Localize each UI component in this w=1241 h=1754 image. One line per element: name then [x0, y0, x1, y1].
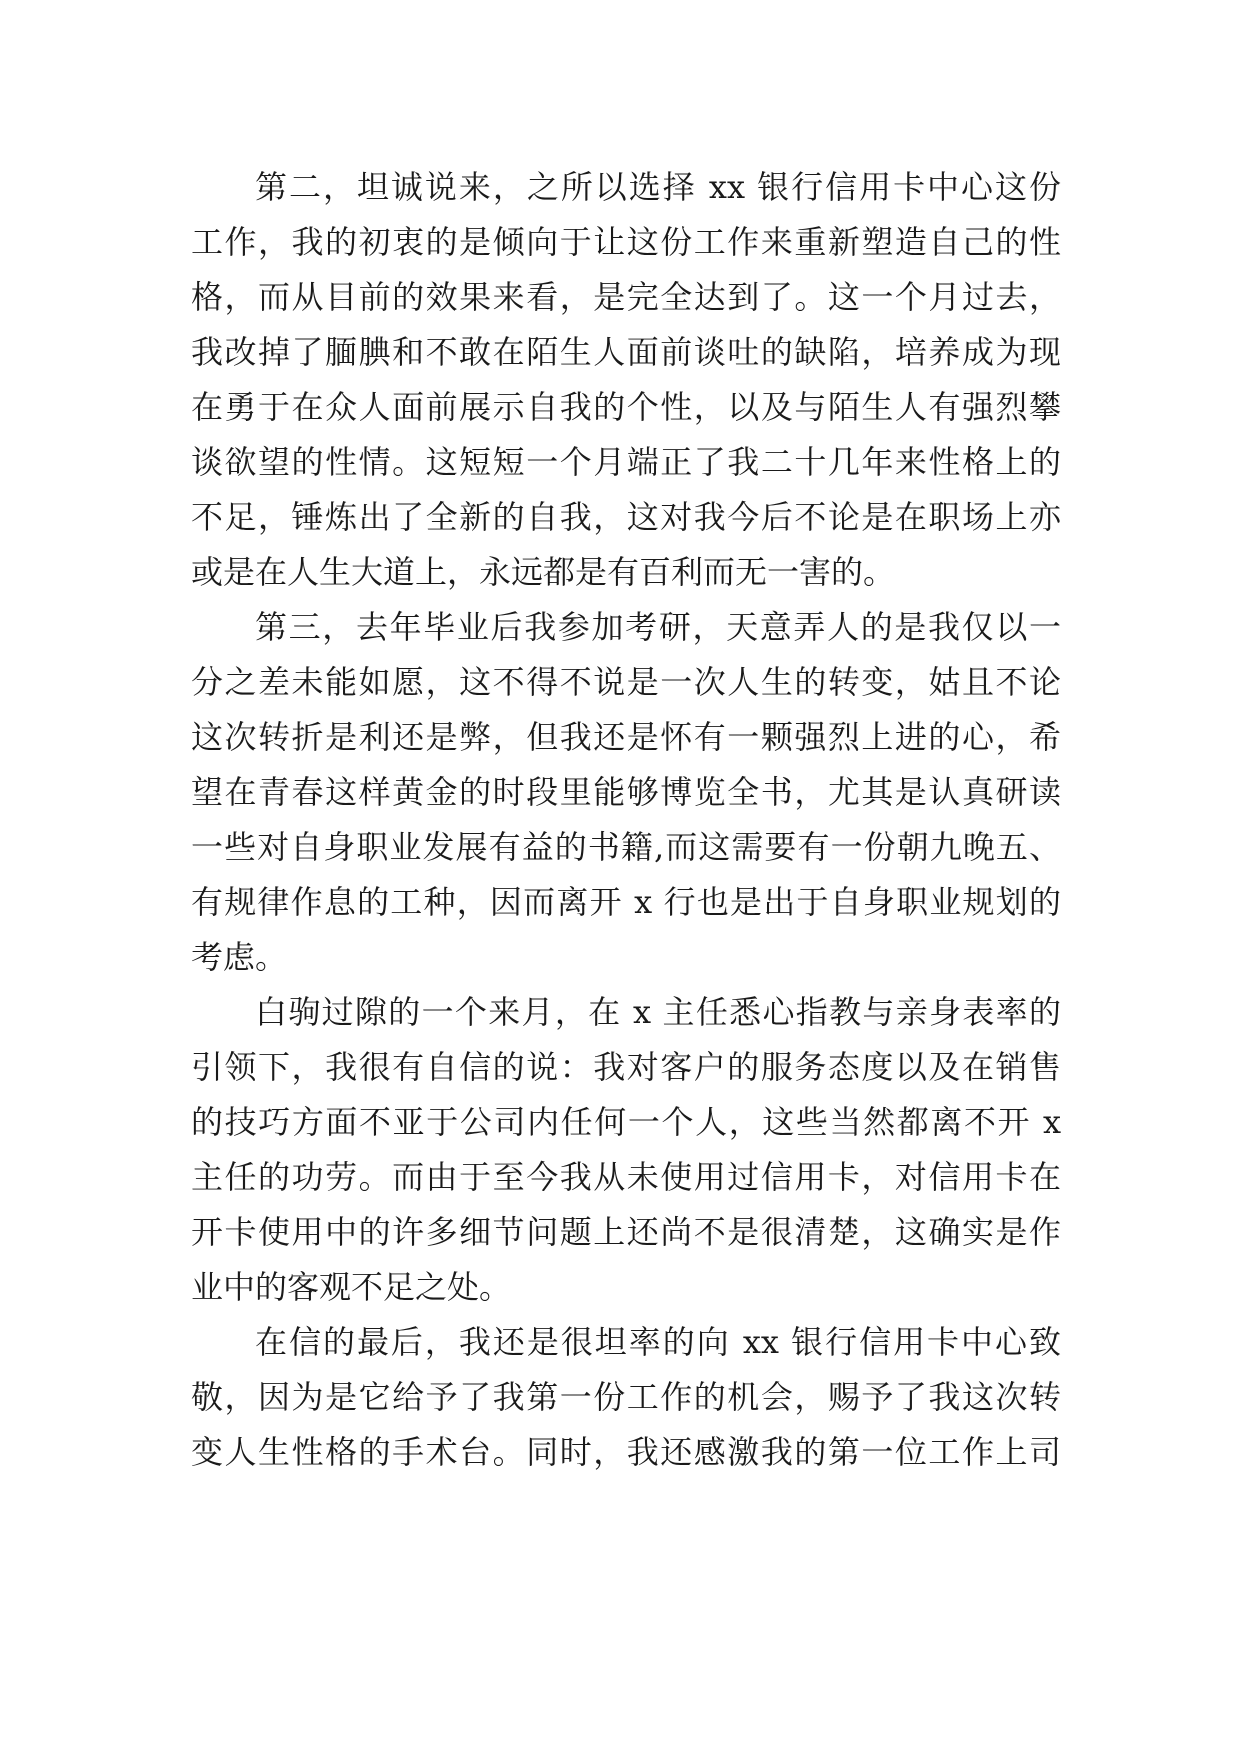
text-line: 的技巧方面不亚于公司内任何一个人，这些当然都离不开 x	[191, 1103, 1061, 1141]
text-line: 在信的最后，我还是很坦率的向 xx 银行信用卡中心致	[255, 1323, 1061, 1361]
text-line: 格，而从目前的效果来看，是完全达到了。这一个月过去，	[191, 278, 1061, 316]
text-line: 工作，我的初衷的是倾向于让这份工作来重新塑造自己的性	[191, 223, 1061, 261]
text-line: 第二，坦诚说来，之所以选择 xx 银行信用卡中心这份	[255, 168, 1061, 206]
text-line: 引领下，我很有自信的说：我对客户的服务态度以及在销售	[191, 1048, 1061, 1086]
text-line: 第三，去年毕业后我参加考研，天意弄人的是我仅以一	[255, 608, 1061, 646]
text-line: 主任的功劳。而由于至今我从未使用过信用卡，对信用卡在	[191, 1158, 1061, 1196]
paragraph-closing	[191, 1315, 1061, 1480]
text-line: 望在青春这样黄金的时段里能够博览全书，尤其是认真研读	[191, 773, 1061, 811]
text-line: 考虑。	[191, 938, 288, 976]
text-line: 谈欲望的性情。这短短一个月端正了我二十几年来性格上的	[191, 443, 1061, 481]
paragraph-month-review	[191, 985, 1061, 1315]
text-line: 不足，锤炼出了全新的自我，这对我今后不论是在职场上亦	[191, 498, 1061, 536]
paragraph-second-point	[191, 160, 1061, 600]
text-line: 业中的客观不足之处。	[191, 1268, 512, 1306]
text-line: 白驹过隙的一个来月，在 x 主任悉心指教与亲身表率的	[255, 993, 1061, 1031]
text-line: 分之差未能如愿，这不得不说是一次人生的转变，姑且不论	[191, 663, 1061, 701]
paragraph-third-point	[191, 600, 1061, 985]
text-line: 一些对自身职业发展有益的书籍,而这需要有一份朝九晚五、	[191, 828, 1061, 866]
text-line: 这次转折是利还是弊，但我还是怀有一颗强烈上进的心，希	[191, 718, 1061, 756]
text-line: 或是在人生大道上，永远都是有百利而无一害的。	[191, 553, 896, 591]
text-line: 开卡使用中的许多细节问题上还尚不是很清楚，这确实是作	[191, 1213, 1061, 1251]
text-line: 变人生性格的手术台。同时，我还感激我的第一位工作上司	[191, 1433, 1061, 1471]
text-line: 我改掉了腼腆和不敢在陌生人面前谈吐的缺陷，培养成为现	[191, 333, 1061, 371]
text-line: 有规律作息的工种，因而离开 x 行也是出于自身职业规划的	[191, 883, 1061, 921]
text-line: 敬，因为是它给予了我第一份工作的机会，赐予了我这次转	[191, 1378, 1061, 1416]
document-body	[191, 160, 1061, 1480]
text-line: 在勇于在众人面前展示自我的个性，以及与陌生人有强烈攀	[191, 388, 1061, 426]
